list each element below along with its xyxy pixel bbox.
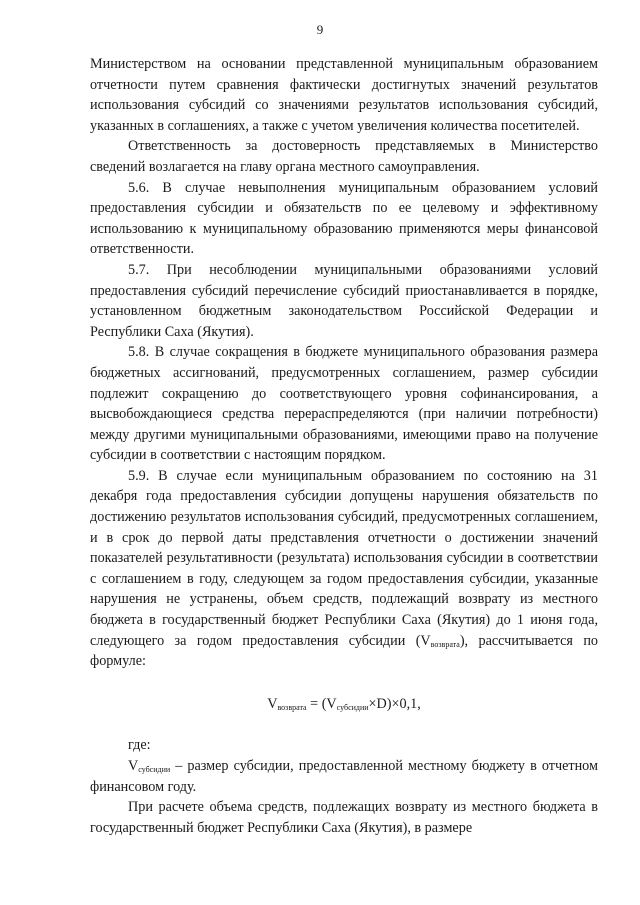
clause-5-7: 5.7. При несоблюдении муниципальными образованиями условий предоставления субсидий перечисление субсидий приостанавливается в порядке, установленном бюджетным законодательством Российской Федерации и Республики Саха (Якутия). xyxy=(90,261,598,340)
subscript: возврата xyxy=(430,639,460,649)
paragraph: Ответственность за достоверность представляемых в Министерство сведений возлагается на главу органа местного самоуправления. xyxy=(90,138,598,175)
clause-5-6: 5.6. В случае невыполнения муниципальным образованием условий предоставления субсидии и обязательств по ее целевому и эффективному использованию к муниципальному образованию применяются меры финансовой ответственности. xyxy=(90,179,598,258)
variable-v: V xyxy=(128,758,139,774)
formula-v: V xyxy=(267,695,278,712)
variable-subscript: субсидии xyxy=(138,765,171,774)
paragraph: При расчете объема средств, подлежащих возврату из местного бюджета в государственный бюджет Республики Саха (Якутия), в размере xyxy=(90,799,598,836)
variable-text: – размер субсидии, предоставленной местному бюджету в отчетном финансовом году. xyxy=(90,758,598,795)
document-body xyxy=(90,54,598,838)
paragraph: Министерством на основании представленной муниципальным образованием отчетности путем сравнения фактически достигнутых значений результатов использования субсидий со значениями результатов использования субсидий, указанных в соглашениях, а также с учетом увеличения количества посетителей. xyxy=(90,56,598,134)
clause-5-8: 5.8. В случае сокращения в бюджете муниципального образования размера бюджетных ассигнований, предусмотренных соглашением, размер субсидии подлежит сокращению до соответствующего уровня софинансирования, а высвобождающиеся средства перераспределяются (при наличии потребности) между другими муниципальными образованиями, имеющими право на получение субсидии в соответствии с настоящим порядком. xyxy=(90,344,598,464)
clause-text: 5.9. В случае если муниципальным образованием по состоянию на 31 декабря года предоставления субсидии допущены нарушения обязательств по достижению результатов использования субсидий, предусмотренных соглашением, и в срок до первой даты представления отчетности о достижении значений показателей результативности (результата) использования субсидии в соответствии с соглашением в году, следующем за годом предоставления субсидии, указанные нарушения не устранены, объем средств, подлежащий возврату из местного бюджета в государственный бюджет Республики Саха (Якутия) до 1 июня года, следующего за годом предоставления субсидии (V xyxy=(90,467,598,649)
clause-5-9 xyxy=(90,466,598,672)
formula-mid: = (V xyxy=(306,695,337,712)
variable-definition xyxy=(90,756,598,797)
formula xyxy=(90,694,598,715)
formula-subscript: возврата xyxy=(277,702,307,712)
clause-text-end: ), рассчитывается по формуле: xyxy=(90,632,599,670)
where-label: где: xyxy=(128,737,151,754)
formula-end: ×D)×0,1, xyxy=(368,695,421,712)
page-number: 9 xyxy=(316,22,324,37)
formula-subscript: субсидии xyxy=(336,702,369,712)
